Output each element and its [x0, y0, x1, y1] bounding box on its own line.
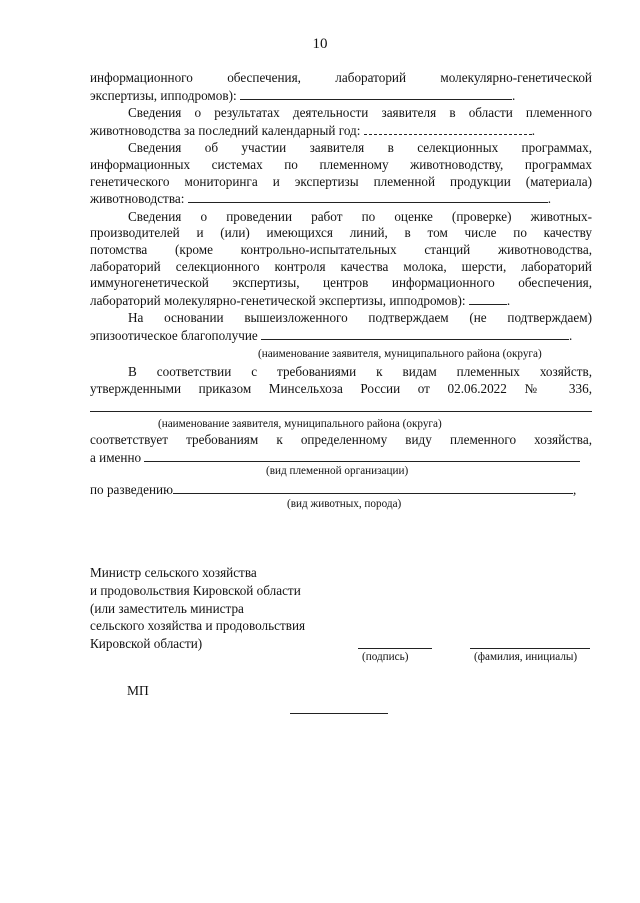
paragraph-epizootic: [90, 310, 592, 344]
punctuation: .: [569, 327, 573, 343]
fill-in-blank: [364, 122, 532, 135]
caption-name-initials: (фамилия, инициалы): [474, 651, 578, 663]
text-fragment: а именно: [90, 449, 142, 465]
caption-signature: (подпись): [362, 651, 409, 663]
document-body-continued: [90, 364, 592, 397]
text-line: [90, 481, 592, 499]
punctuation: .: [547, 191, 551, 207]
text-line: утвержденными приказом Минсельхоза России от 02.06.2022 № 336,: [90, 380, 592, 396]
paragraph-evaluation-works: [90, 209, 592, 310]
stamp-label: МП: [127, 683, 149, 698]
text-line: [90, 122, 592, 140]
text-line: информационного обеспечения, лабораторий молекулярно-генетической: [90, 70, 592, 85]
signature-blank: [358, 647, 432, 649]
caption-applicant: (наименование заявителя, муниципального района (округа): [158, 418, 442, 430]
text-fragment: Сведения о результатах деятельности заявителя в области племенного: [128, 105, 592, 121]
fill-in-blank: [90, 410, 592, 412]
text-line: [90, 327, 592, 345]
text-fragment: На основании вышеизложенного подтверждаем (не подтверждаем): [128, 310, 592, 326]
text-line: информационных системах по племенному животноводству, программах: [90, 156, 592, 172]
paragraph-selection-programs: [90, 140, 592, 207]
text-line: [90, 310, 592, 327]
text-fragment: экспертизы, ипподромов):: [90, 87, 237, 103]
paragraph-breeding: [90, 481, 592, 499]
fill-in-blank: [261, 327, 569, 340]
punctuation: .: [531, 122, 536, 138]
caption-animal-type: (вид животных, порода): [287, 498, 402, 510]
footer-divider: [290, 712, 388, 714]
text-fragment: по разведению: [90, 482, 173, 497]
text-fragment: животноводства за последний календарный год:: [90, 122, 361, 138]
text-line: [90, 105, 592, 122]
text-fragment: эпизоотическое благополучие: [90, 327, 258, 343]
text-line: [90, 190, 592, 208]
fill-in-blank: [188, 190, 548, 203]
paragraph-activity-results: [90, 105, 592, 139]
document-body-breeding: [90, 481, 592, 499]
text-line: потомства (кроме контрольно-испытательных станций животноводства,: [90, 241, 592, 257]
paragraph-compliance: [90, 432, 592, 466]
fill-in-blank: [144, 449, 580, 462]
text-line: [90, 364, 592, 381]
signatory-line: Кировской области): [90, 636, 203, 652]
signatory-line: сельского хозяйства и продовольствия: [90, 618, 306, 634]
signatory-title: [90, 564, 305, 653]
page-number: 10: [312, 36, 328, 52]
punctuation: ,: [572, 482, 577, 497]
paragraph-info-support: [90, 70, 592, 104]
text-line: [90, 140, 592, 157]
text-fragment: животноводства:: [90, 191, 185, 207]
text-line: [90, 87, 592, 105]
text-line: иммуногенетической экспертизы, центров информационного обеспечения,: [90, 275, 592, 291]
punctuation: .: [511, 87, 516, 103]
signatory-line: Министр сельского хозяйства: [90, 565, 257, 580]
caption-org-type: (вид племенной организации): [266, 465, 409, 477]
document-body-compliance: [90, 432, 592, 466]
text-fragment: В соответствии с требованиями к видам племенных хозяйств,: [128, 364, 592, 379]
text-line: [90, 209, 592, 226]
paragraph-requirements: [90, 364, 592, 397]
text-line: генетического мониторинга и экспертизы племенной продукции (материала): [90, 173, 592, 189]
fill-in-blank: [469, 292, 507, 305]
caption-applicant: (наименование заявителя, муниципального района (округа): [258, 348, 542, 360]
text-fragment: лабораторий молекулярно-генетической экспертизы, ипподромов):: [90, 292, 466, 308]
text-line: соответствует требованиям к определенному виду племенного хозяйства,: [90, 432, 592, 447]
name-blank: [470, 647, 590, 649]
text-fragment: Сведения о проведении работ по оценке (проверке) животных-: [128, 208, 592, 224]
text-fragment: Сведения об участии заявителя в селекционных программах,: [128, 140, 592, 156]
fill-in-blank: [173, 481, 573, 494]
text-line: производителей и (или) имеющихся линий, в том числе по качеству: [90, 225, 592, 241]
punctuation: .: [506, 292, 511, 308]
signatory-line: и продовольствия Кировской области: [90, 582, 301, 598]
text-line: лабораторий селекционного контроля качества молока, шерсти, лабораторий: [90, 258, 592, 274]
signatory-line: (или заместитель министра: [90, 600, 244, 616]
text-line: [90, 449, 592, 467]
document-body: [90, 70, 592, 345]
fill-in-blank: [240, 87, 512, 100]
text-line: [90, 292, 592, 310]
